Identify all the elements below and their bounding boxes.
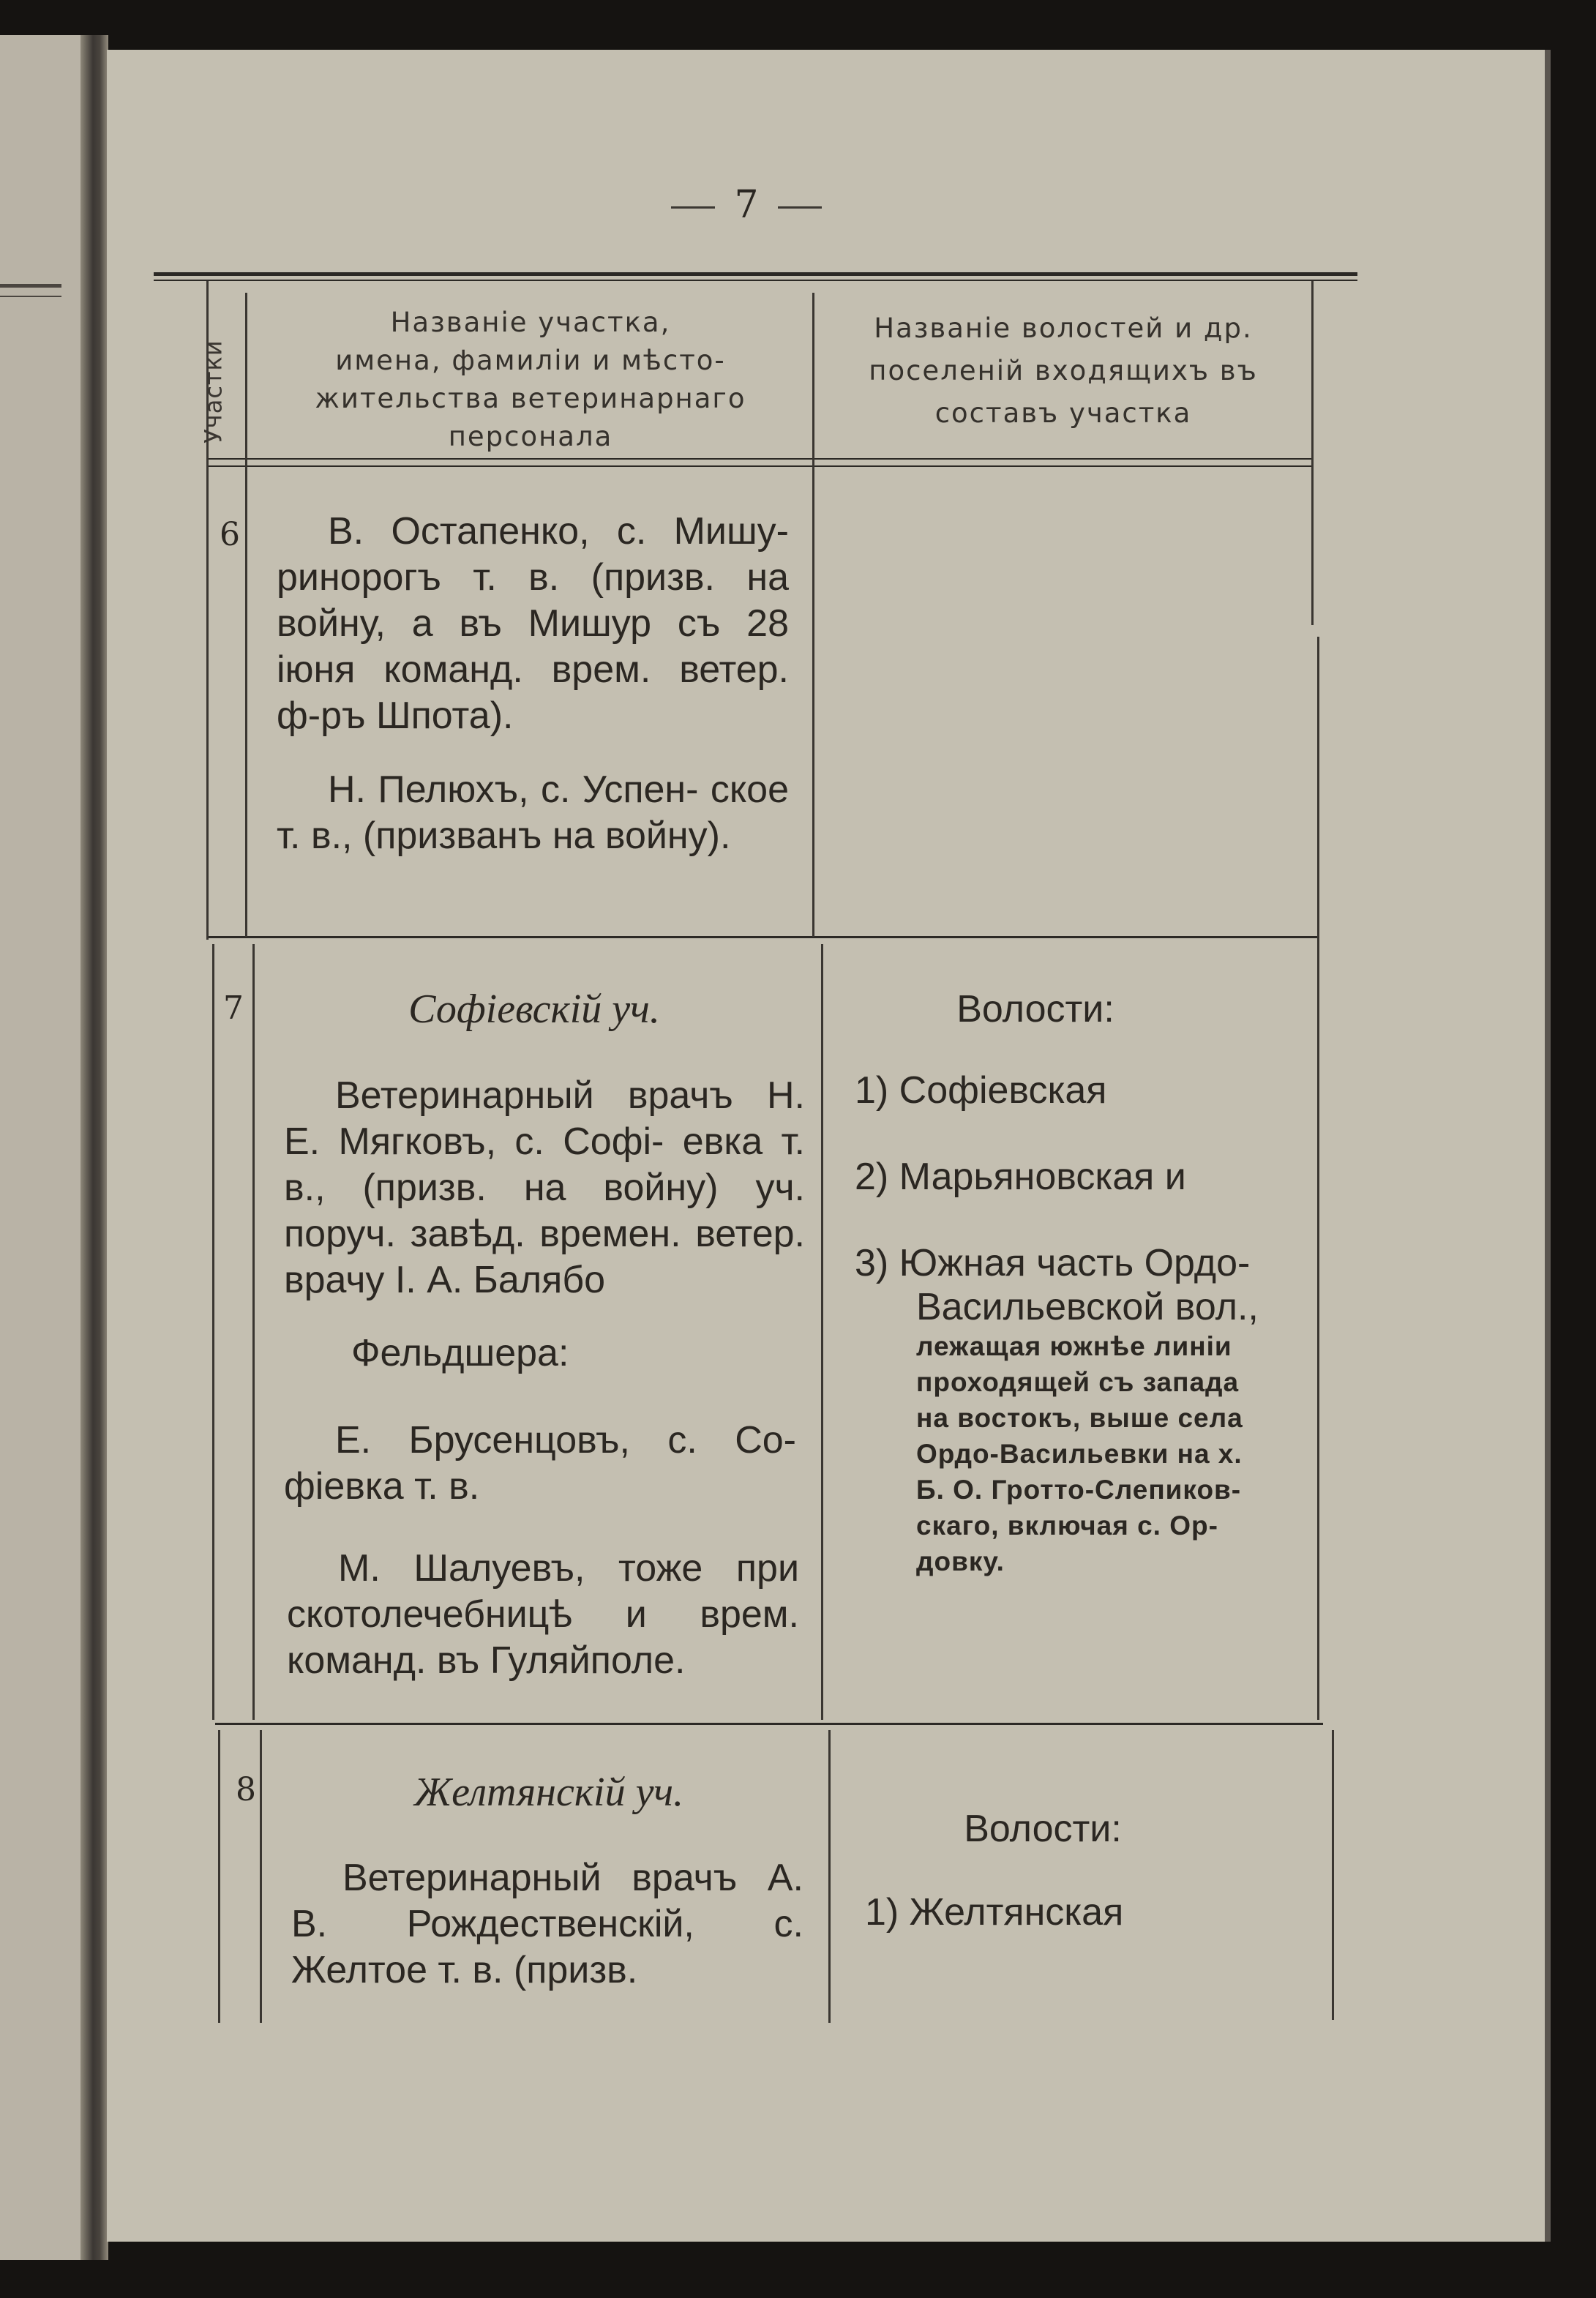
column-rule-left-2 (212, 944, 214, 1720)
page-number-dash-left (671, 206, 715, 209)
book-gutter (80, 35, 108, 2260)
column-rule-right-1 (1311, 281, 1314, 625)
column-rule-right-2 (1317, 637, 1319, 1720)
column-rule-name-3 (260, 1730, 262, 2023)
row-7-volosti-heading: Волости: (956, 988, 1114, 1030)
row-7-title: Софiевскiй уч. (408, 987, 660, 1032)
column-rule-name-1 (245, 293, 247, 937)
row-number-7: 7 (223, 989, 244, 1027)
table-top-rule-thin (154, 280, 1357, 281)
row-6-paragraph-2: Н. Пелюхъ, с. Успен- ское т. в., (призванъ на войну). (277, 768, 789, 857)
header-col-districts: Участки (200, 340, 228, 443)
column-rule-right-3 (1332, 1730, 1334, 2020)
header-col-personnel: Названiе участка, имена, фамилiи и мѣсто- жительства ветеринарнаго персонала (315, 307, 746, 452)
row-7-feldsher-1: Е. Брусенцовъ, с. Со- фiевка т. в. (284, 1419, 796, 1508)
row-number-6: 6 (220, 516, 240, 553)
row-number-8: 8 (236, 1771, 256, 1808)
row-7-feldsher-2: М. Шалуевъ, тоже при скотолечебницѣ и врем. команд. въ Гуляйполе. (287, 1547, 799, 1682)
row-7-volost-2: 2) Марьяновская и (855, 1156, 1186, 1198)
row-7-doctor: Ветеринарный врачъ Н. Е. Мягковъ, с. Софi- евка т. в., (призв. на войну) уч. поруч. завѣд. времен. ветер. врачу I. А. Балябо (284, 1074, 806, 1301)
left-page-rule (0, 284, 61, 288)
row-7-volost-3-cont: Васильевской вол., (916, 1286, 1259, 1328)
row-7-volost-note: лежащая южнѣе линiи проходящей съ запада на востокъ, выше села Ордо-Васильевки на х. Б. О. Гротто-Слепиков- скаго, включая с. Ор- довку. (916, 1331, 1243, 1576)
row-7-volost-1: 1) Софiевская (855, 1069, 1107, 1112)
row-7-feldsher-heading: Фельдшера: (351, 1332, 569, 1374)
row-8-title: Желтянскiй уч. (413, 1770, 684, 1815)
column-rule-name-2 (252, 944, 255, 1720)
header-separator-rule (206, 458, 1311, 460)
header-separator-rule-2 (206, 465, 1311, 467)
page-right-edge (1545, 50, 1551, 2242)
column-rule-mid-1 (812, 293, 814, 937)
row-8-volosti-heading: Волости: (964, 1808, 1122, 1850)
header-col-volosti: Названiе волостей и др. поселенiй входящихъ въ составъ участка (869, 312, 1258, 429)
page-number: 7 (637, 183, 856, 227)
table-top-rule (154, 272, 1357, 276)
left-page-rule-thin (0, 296, 61, 297)
page-number-dash-right (778, 206, 822, 209)
row-7-volost-3: 3) Южная часть Ордо- (855, 1242, 1251, 1284)
row-6-paragraph-1: В. Остапенко, с. Мишу- ринорогъ т. в. (призв. на войну, а въ Мишур съ 28 iюня команд. врем. ветер. ф-ръ Шпота). (277, 510, 789, 737)
row-separator-6-7 (206, 936, 1317, 938)
row-8-volost-1: 1) Желтянская (865, 1891, 1124, 1934)
row-separator-7-8 (215, 1723, 1323, 1725)
column-rule-mid-3 (828, 1730, 831, 2023)
row-6-personnel (277, 509, 789, 859)
column-rule-left-3 (218, 1730, 220, 2023)
row-8-doctor: Ветеринарный врачъ А. В. Рождественскiй, с. Желтое т. в. (призв. (291, 1857, 803, 1991)
column-rule-mid-2 (821, 944, 823, 1720)
